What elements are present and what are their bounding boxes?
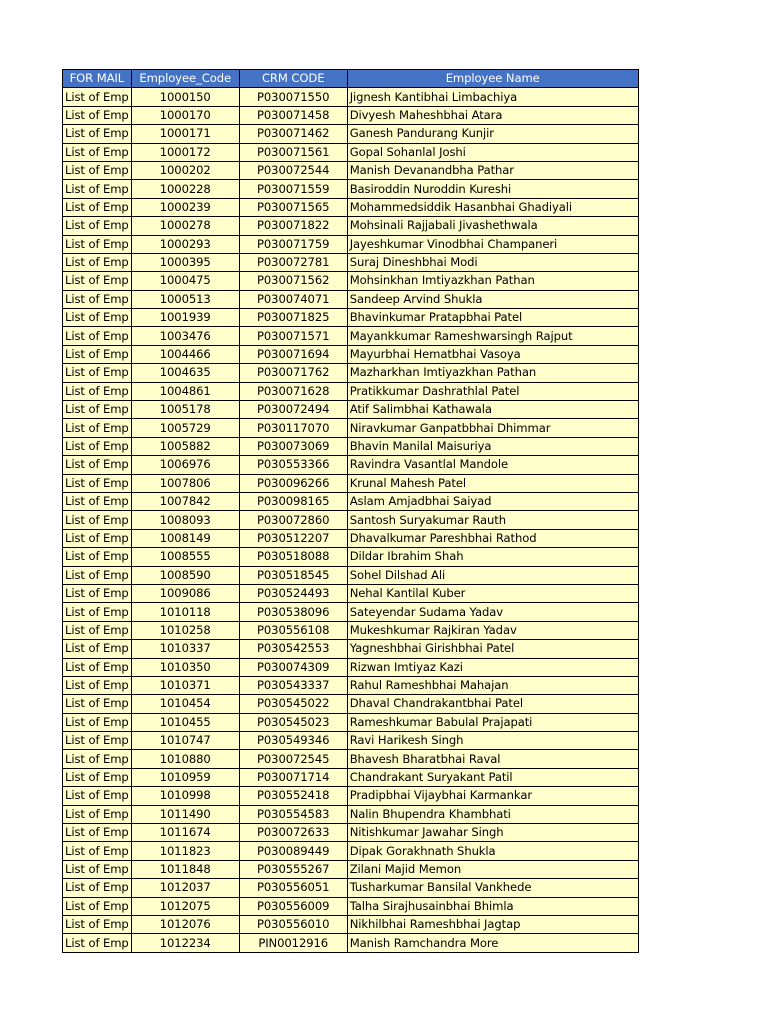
cell-employee-name[interactable]: Talha Sirajhusainbhai Bhimla xyxy=(347,897,638,915)
cell-for-mail[interactable]: List of Emp xyxy=(63,456,132,474)
table-body xyxy=(63,88,639,952)
cell-crm-code[interactable]: P030071562 xyxy=(239,272,347,290)
cell-crm-code[interactable]: P030071762 xyxy=(239,364,347,382)
table-row xyxy=(63,309,639,327)
cell-for-mail[interactable]: List of Emp xyxy=(63,915,132,933)
cell-employee-code[interactable]: 1007842 xyxy=(131,492,239,510)
cell-employee-code[interactable]: 1000513 xyxy=(131,290,239,308)
cell-for-mail[interactable]: List of Emp xyxy=(63,824,132,842)
cell-for-mail[interactable]: List of Emp xyxy=(63,161,132,179)
cell-crm-code[interactable]: P030545022 xyxy=(239,695,347,713)
cell-employee-code[interactable]: 1010455 xyxy=(131,713,239,731)
cell-for-mail[interactable]: List of Emp xyxy=(63,327,132,345)
cell-employee-name[interactable]: Basiroddin Nuroddin Kureshi xyxy=(347,180,638,198)
cell-employee-name[interactable]: Mayurbhai Hematbhai Vasoya xyxy=(347,345,638,363)
cell-crm-code[interactable]: P030098165 xyxy=(239,492,347,510)
table-row xyxy=(63,603,639,621)
cell-employee-name[interactable]: Atif Salimbhai Kathawala xyxy=(347,401,638,419)
cell-crm-code[interactable]: P030073069 xyxy=(239,437,347,455)
cell-crm-code[interactable]: P030555267 xyxy=(239,860,347,878)
table-row xyxy=(63,548,639,566)
cell-employee-code[interactable]: 1000395 xyxy=(131,253,239,271)
table-row xyxy=(63,787,639,805)
table-row xyxy=(63,401,639,419)
cell-for-mail[interactable]: List of Emp xyxy=(63,897,132,915)
cell-employee-code[interactable]: 1011674 xyxy=(131,824,239,842)
cell-for-mail[interactable]: List of Emp xyxy=(63,511,132,529)
table-row xyxy=(63,161,639,179)
cell-crm-code[interactable]: P030074309 xyxy=(239,658,347,676)
table-row xyxy=(63,915,639,933)
table-row xyxy=(63,584,639,602)
cell-employee-name[interactable]: Nalin Bhupendra Khambhati xyxy=(347,805,638,823)
cell-employee-name[interactable]: Pratikkumar Dashrathlal Patel xyxy=(347,382,638,400)
cell-employee-name[interactable]: Ravindra Vasantlal Mandole xyxy=(347,456,638,474)
cell-employee-name[interactable]: Yagneshbhai Girishbhai Patel xyxy=(347,640,638,658)
cell-for-mail[interactable]: List of Emp xyxy=(63,437,132,455)
cell-for-mail[interactable]: List of Emp xyxy=(63,474,132,492)
table-row xyxy=(63,640,639,658)
table-row xyxy=(63,235,639,253)
cell-for-mail[interactable]: List of Emp xyxy=(63,750,132,768)
cell-employee-code[interactable]: 1003476 xyxy=(131,327,239,345)
cell-for-mail[interactable]: List of Emp xyxy=(63,548,132,566)
cell-employee-name[interactable]: Bhavesh Bharatbhai Raval xyxy=(347,750,638,768)
cell-crm-code[interactable]: P030538096 xyxy=(239,603,347,621)
cell-crm-code[interactable]: P030071822 xyxy=(239,217,347,235)
cell-employee-name[interactable]: Mohsinali Rajjabali Jivashethwala xyxy=(347,217,638,235)
cell-for-mail[interactable]: List of Emp xyxy=(63,787,132,805)
cell-employee-code[interactable]: 1006976 xyxy=(131,456,239,474)
header-row xyxy=(63,70,639,88)
cell-for-mail[interactable]: List of Emp xyxy=(63,198,132,216)
table-row xyxy=(63,474,639,492)
cell-crm-code[interactable]: P030117070 xyxy=(239,419,347,437)
table-row xyxy=(63,106,639,124)
cell-employee-name[interactable]: Mukeshkumar Rajkiran Yadav xyxy=(347,621,638,639)
cell-employee-code[interactable]: 1012234 xyxy=(131,934,239,952)
header-for-mail[interactable]: FOR MAIL xyxy=(63,70,132,88)
cell-crm-code[interactable]: P030089449 xyxy=(239,842,347,860)
cell-employee-name[interactable]: Mohsinkhan Imtiyazkhan Pathan xyxy=(347,272,638,290)
cell-employee-name[interactable]: Krunal Mahesh Patel xyxy=(347,474,638,492)
cell-employee-name[interactable]: Rahul Rameshbhai Mahajan xyxy=(347,676,638,694)
cell-employee-code[interactable]: 1008093 xyxy=(131,511,239,529)
table-row xyxy=(63,824,639,842)
cell-for-mail[interactable]: List of Emp xyxy=(63,217,132,235)
cell-for-mail[interactable]: List of Emp xyxy=(63,695,132,713)
cell-for-mail[interactable]: List of Emp xyxy=(63,382,132,400)
cell-for-mail[interactable]: List of Emp xyxy=(63,125,132,143)
cell-crm-code[interactable]: P030071559 xyxy=(239,180,347,198)
cell-crm-code[interactable]: P030072781 xyxy=(239,253,347,271)
cell-crm-code[interactable]: P030556108 xyxy=(239,621,347,639)
cell-employee-name[interactable]: Ravi Harikesh Singh xyxy=(347,732,638,750)
cell-crm-code[interactable]: P030071628 xyxy=(239,382,347,400)
cell-crm-code[interactable]: P030543337 xyxy=(239,676,347,694)
cell-for-mail[interactable]: List of Emp xyxy=(63,640,132,658)
cell-crm-code[interactable]: P030545023 xyxy=(239,713,347,731)
cell-employee-code[interactable]: 1000171 xyxy=(131,125,239,143)
table-row xyxy=(63,842,639,860)
cell-employee-code[interactable]: 1010350 xyxy=(131,658,239,676)
cell-employee-name[interactable]: Divyesh Maheshbhai Atara xyxy=(347,106,638,124)
cell-employee-name[interactable]: Gopal Sohanlal Joshi xyxy=(347,143,638,161)
cell-crm-code[interactable]: P030552418 xyxy=(239,787,347,805)
cell-employee-name[interactable]: Bhavin Manilal Maisuriya xyxy=(347,437,638,455)
cell-employee-name[interactable]: Sandeep Arvind Shukla xyxy=(347,290,638,308)
cell-employee-name[interactable]: Dildar Ibrahim Shah xyxy=(347,548,638,566)
cell-employee-code[interactable]: 1000475 xyxy=(131,272,239,290)
cell-crm-code[interactable]: P030072545 xyxy=(239,750,347,768)
table-row xyxy=(63,676,639,694)
table-row xyxy=(63,364,639,382)
table-row xyxy=(63,253,639,271)
cell-employee-code[interactable]: 1000202 xyxy=(131,161,239,179)
cell-for-mail[interactable]: List of Emp xyxy=(63,805,132,823)
cell-employee-name[interactable]: Manish Devanandbha Pathar xyxy=(347,161,638,179)
cell-employee-code[interactable]: 1007806 xyxy=(131,474,239,492)
cell-employee-name[interactable]: Dhavalkumar Pareshbhai Rathod xyxy=(347,529,638,547)
table-row xyxy=(63,456,639,474)
table-row xyxy=(63,143,639,161)
table-row xyxy=(63,290,639,308)
cell-employee-code[interactable]: 1011823 xyxy=(131,842,239,860)
cell-for-mail[interactable]: List of Emp xyxy=(63,934,132,952)
cell-crm-code[interactable]: P030072633 xyxy=(239,824,347,842)
cell-employee-code[interactable]: 1012076 xyxy=(131,915,239,933)
table-row xyxy=(63,272,639,290)
cell-employee-code[interactable]: 1010880 xyxy=(131,750,239,768)
table-row xyxy=(63,382,639,400)
cell-for-mail[interactable]: List of Emp xyxy=(63,401,132,419)
cell-employee-name[interactable]: Suraj Dineshbhai Modi xyxy=(347,253,638,271)
header-employee-code[interactable]: Employee_Code xyxy=(131,70,239,88)
cell-crm-code[interactable]: P030071571 xyxy=(239,327,347,345)
cell-employee-code[interactable]: 1012037 xyxy=(131,879,239,897)
cell-crm-code[interactable]: P030518545 xyxy=(239,566,347,584)
cell-crm-code[interactable]: P030556051 xyxy=(239,879,347,897)
cell-crm-code[interactable]: P030524493 xyxy=(239,584,347,602)
cell-employee-code[interactable]: 1008555 xyxy=(131,548,239,566)
cell-crm-code[interactable]: P030556010 xyxy=(239,915,347,933)
cell-crm-code[interactable]: P030071561 xyxy=(239,143,347,161)
cell-employee-name[interactable]: Nehal Kantilal Kuber xyxy=(347,584,638,602)
cell-employee-code[interactable]: 1009086 xyxy=(131,584,239,602)
table-row xyxy=(63,768,639,786)
cell-for-mail[interactable]: List of Emp xyxy=(63,842,132,860)
cell-crm-code[interactable]: P030072860 xyxy=(239,511,347,529)
cell-for-mail[interactable]: List of Emp xyxy=(63,419,132,437)
cell-for-mail[interactable]: List of Emp xyxy=(63,732,132,750)
cell-employee-name[interactable]: Jayeshkumar Vinodbhai Champaneri xyxy=(347,235,638,253)
cell-employee-code[interactable]: 1010337 xyxy=(131,640,239,658)
table-row xyxy=(63,713,639,731)
cell-crm-code[interactable]: P030074071 xyxy=(239,290,347,308)
cell-employee-code[interactable]: 1005729 xyxy=(131,419,239,437)
cell-for-mail[interactable]: List of Emp xyxy=(63,492,132,510)
cell-crm-code[interactable]: P030549346 xyxy=(239,732,347,750)
cell-crm-code[interactable]: P030072544 xyxy=(239,161,347,179)
cell-for-mail[interactable]: List of Emp xyxy=(63,621,132,639)
cell-employee-name[interactable]: Mohammedsiddik Hasanbhai Ghadiyali xyxy=(347,198,638,216)
cell-employee-code[interactable]: 1005178 xyxy=(131,401,239,419)
cell-crm-code[interactable]: P030071759 xyxy=(239,235,347,253)
header-employee-name[interactable]: Employee Name xyxy=(347,70,638,88)
cell-for-mail[interactable]: List of Emp xyxy=(63,309,132,327)
cell-for-mail[interactable]: List of Emp xyxy=(63,566,132,584)
cell-crm-code[interactable]: P030071458 xyxy=(239,106,347,124)
employee-table xyxy=(62,69,639,953)
table-row xyxy=(63,529,639,547)
cell-crm-code[interactable]: P030071714 xyxy=(239,768,347,786)
cell-crm-code[interactable]: P030071462 xyxy=(239,125,347,143)
table-row xyxy=(63,879,639,897)
cell-employee-name[interactable]: Niravkumar Ganpatbbhai Dhimmar xyxy=(347,419,638,437)
cell-employee-code[interactable]: 1004466 xyxy=(131,345,239,363)
cell-employee-code[interactable]: 1010998 xyxy=(131,787,239,805)
cell-crm-code[interactable]: P030071565 xyxy=(239,198,347,216)
table-row xyxy=(63,180,639,198)
cell-for-mail[interactable]: List of Emp xyxy=(63,676,132,694)
cell-crm-code[interactable]: P030553366 xyxy=(239,456,347,474)
table-row xyxy=(63,198,639,216)
table-row xyxy=(63,566,639,584)
cell-for-mail[interactable]: List of Emp xyxy=(63,290,132,308)
cell-employee-code[interactable]: 1000150 xyxy=(131,88,239,106)
cell-employee-name[interactable]: Rizwan Imtiyaz Kazi xyxy=(347,658,638,676)
cell-for-mail[interactable]: List of Emp xyxy=(63,88,132,106)
cell-for-mail[interactable]: List of Emp xyxy=(63,529,132,547)
cell-employee-name[interactable]: Rameshkumar Babulal Prajapati xyxy=(347,713,638,731)
cell-employee-name[interactable]: Sateyendar Sudama Yadav xyxy=(347,603,638,621)
table-row xyxy=(63,492,639,510)
cell-employee-name[interactable]: Nikhilbhai Rameshbhai Jagtap xyxy=(347,915,638,933)
cell-crm-code[interactable]: P030542553 xyxy=(239,640,347,658)
cell-employee-code[interactable]: 1004635 xyxy=(131,364,239,382)
cell-crm-code[interactable]: P030518088 xyxy=(239,548,347,566)
cell-employee-code[interactable]: 1000170 xyxy=(131,106,239,124)
cell-for-mail[interactable]: List of Emp xyxy=(63,364,132,382)
cell-employee-code[interactable]: 1012075 xyxy=(131,897,239,915)
table-row xyxy=(63,934,639,952)
table-row xyxy=(63,437,639,455)
cell-employee-name[interactable]: Chandrakant Suryakant Patil xyxy=(347,768,638,786)
cell-for-mail[interactable]: List of Emp xyxy=(63,658,132,676)
cell-for-mail[interactable]: List of Emp xyxy=(63,253,132,271)
table-row xyxy=(63,621,639,639)
cell-for-mail[interactable]: List of Emp xyxy=(63,768,132,786)
cell-crm-code[interactable]: P030556009 xyxy=(239,897,347,915)
cell-employee-code[interactable]: 1001939 xyxy=(131,309,239,327)
cell-employee-name[interactable]: Ganesh Pandurang Kunjir xyxy=(347,125,638,143)
cell-for-mail[interactable]: List of Emp xyxy=(63,860,132,878)
cell-employee-name[interactable]: Jignesh Kantibhai Limbachiya xyxy=(347,88,638,106)
cell-employee-code[interactable]: 1004861 xyxy=(131,382,239,400)
cell-employee-code[interactable]: 1010258 xyxy=(131,621,239,639)
cell-employee-code[interactable]: 1008590 xyxy=(131,566,239,584)
table-row xyxy=(63,732,639,750)
cell-employee-code[interactable]: 1010454 xyxy=(131,695,239,713)
cell-employee-name[interactable]: Manish Ramchandra More xyxy=(347,934,638,952)
cell-employee-name[interactable]: Pradipbhai Vijaybhai Karmankar xyxy=(347,787,638,805)
cell-for-mail[interactable]: List of Emp xyxy=(63,345,132,363)
cell-employee-name[interactable]: Dhaval Chandrakantbhai Patel xyxy=(347,695,638,713)
table-row xyxy=(63,327,639,345)
cell-for-mail[interactable]: List of Emp xyxy=(63,713,132,731)
cell-employee-name[interactable]: Sohel Dilshad Ali xyxy=(347,566,638,584)
cell-crm-code[interactable]: P030072494 xyxy=(239,401,347,419)
cell-employee-code[interactable]: 1010747 xyxy=(131,732,239,750)
cell-employee-code[interactable]: 1010371 xyxy=(131,676,239,694)
table-row xyxy=(63,897,639,915)
cell-employee-code[interactable]: 1010959 xyxy=(131,768,239,786)
cell-employee-code[interactable]: 1011490 xyxy=(131,805,239,823)
table-row xyxy=(63,88,639,106)
cell-crm-code[interactable]: P030512207 xyxy=(239,529,347,547)
cell-employee-name[interactable]: Zilani Majid Memon xyxy=(347,860,638,878)
cell-for-mail[interactable]: List of Emp xyxy=(63,584,132,602)
cell-employee-code[interactable]: 1011848 xyxy=(131,860,239,878)
table-row xyxy=(63,860,639,878)
cell-employee-code[interactable]: 1005882 xyxy=(131,437,239,455)
cell-employee-code[interactable]: 1000293 xyxy=(131,235,239,253)
table-row xyxy=(63,658,639,676)
cell-employee-name[interactable]: Aslam Amjadbhai Saiyad xyxy=(347,492,638,510)
cell-crm-code[interactable]: P030096266 xyxy=(239,474,347,492)
cell-employee-name[interactable]: Dipak Gorakhnath Shukla xyxy=(347,842,638,860)
cell-for-mail[interactable]: List of Emp xyxy=(63,879,132,897)
table-row xyxy=(63,217,639,235)
cell-employee-code[interactable]: 1008149 xyxy=(131,529,239,547)
cell-employee-code[interactable]: 1000228 xyxy=(131,180,239,198)
cell-employee-code[interactable]: 1010118 xyxy=(131,603,239,621)
cell-employee-name[interactable]: Mayankkumar Rameshwarsingh Rajput xyxy=(347,327,638,345)
table-row xyxy=(63,695,639,713)
cell-crm-code[interactable]: P030554583 xyxy=(239,805,347,823)
cell-crm-code[interactable]: PIN0012916 xyxy=(239,934,347,952)
table-row xyxy=(63,511,639,529)
cell-employee-name[interactable]: Nitishkumar Jawahar Singh xyxy=(347,824,638,842)
cell-for-mail[interactable]: List of Emp xyxy=(63,603,132,621)
cell-employee-code[interactable]: 1000239 xyxy=(131,198,239,216)
cell-employee-code[interactable]: 1000172 xyxy=(131,143,239,161)
table-row xyxy=(63,345,639,363)
cell-employee-name[interactable]: Mazharkhan Imtiyazkhan Pathan xyxy=(347,364,638,382)
cell-employee-name[interactable]: Bhavinkumar Pratapbhai Patel xyxy=(347,309,638,327)
cell-employee-name[interactable]: Tusharkumar Bansilal Vankhede xyxy=(347,879,638,897)
header-crm-code[interactable]: CRM CODE xyxy=(239,70,347,88)
table-row xyxy=(63,125,639,143)
cell-for-mail[interactable]: List of Emp xyxy=(63,106,132,124)
cell-crm-code[interactable]: P030071694 xyxy=(239,345,347,363)
cell-crm-code[interactable]: P030071550 xyxy=(239,88,347,106)
cell-employee-name[interactable]: Santosh Suryakumar Rauth xyxy=(347,511,638,529)
table-row xyxy=(63,805,639,823)
table-row xyxy=(63,750,639,768)
cell-employee-code[interactable]: 1000278 xyxy=(131,217,239,235)
cell-for-mail[interactable]: List of Emp xyxy=(63,180,132,198)
cell-crm-code[interactable]: P030071825 xyxy=(239,309,347,327)
cell-for-mail[interactable]: List of Emp xyxy=(63,143,132,161)
cell-for-mail[interactable]: List of Emp xyxy=(63,235,132,253)
table-row xyxy=(63,419,639,437)
cell-for-mail[interactable]: List of Emp xyxy=(63,272,132,290)
